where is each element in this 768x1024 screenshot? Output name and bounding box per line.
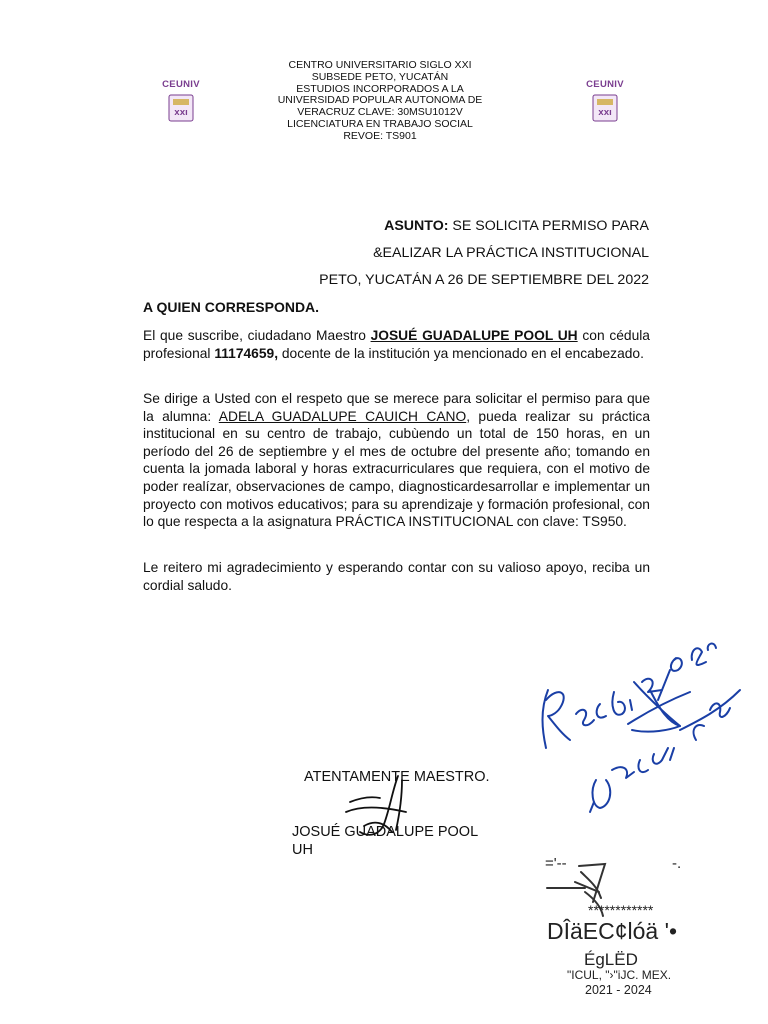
p3-text: Le reitero mi agradecimiento y esperando contar con su valioso apoyo, reciba un cordial saludo.	[143, 560, 650, 593]
header-line: LICENCIATURA EN TRABAJO SOCIAL	[287, 117, 473, 130]
stamp-line-4: "ICUL, "›"iJC. MEX.	[567, 968, 672, 982]
place-date: PETO, YUCATÁN A 26 DE SEPTIEMBRE DEL 2022	[319, 272, 649, 288]
right-logo	[577, 79, 633, 128]
right-logo-emblem-icon	[590, 93, 620, 123]
paragraph-3	[143, 559, 650, 594]
subject-line-1	[384, 218, 649, 234]
p2-text-b: , pueda realizar su práctica institucional en su centro de trabajo, cubùendo un total de 150 horas, en un período del 26 de septiembre y el mes de octubre del presente año; tomando en cuenta la jomada laboral y horas extracurriculares que requiera, con el motivo de poder realízar, observaciones de campo, diagnosticardesarrollar e implementar un proyecto con motivos educativos; para su aprendizaje y formación profesional, con lo que respecta a la asignatura PRÁCTICA INSTITUCIONAL con clave: TS950.	[143, 408, 651, 530]
header-line: REVOE: TS901	[343, 129, 417, 142]
header-line: CENTRO UNIVERSITARIO SIGLO XXI	[288, 59, 472, 71]
handwritten-receipt-note	[530, 630, 750, 820]
signer-name-line-2: UH	[292, 842, 313, 858]
left-logo	[153, 79, 209, 128]
paragraph-1	[143, 327, 650, 362]
svg-text:XXI: XXI	[174, 109, 188, 117]
subject-text: SE SOLICITA PERMISO PARA	[452, 218, 649, 234]
p1-text-a: El que suscribe, ciudadano Maestro	[143, 328, 371, 343]
header-line: VERACRUZ CLAVE: 30MSU1012V	[297, 106, 463, 119]
signer-name-line-1: JOSUÉ GUADALUPE POOL	[292, 824, 479, 840]
teacher-name: JOSUÉ GUADALUPE POOL UH	[370, 328, 578, 343]
greeting: A QUIEN CORRESPONDA.	[143, 299, 320, 315]
closing-text: ATENTAMENTE MAESTRO.	[304, 769, 490, 785]
stamp-line-3: ÉgLËD	[584, 950, 638, 969]
paragraph-2	[143, 390, 650, 531]
right-logo-text: CEUNIV	[586, 79, 624, 90]
left-logo-text: CEUNIV	[162, 79, 200, 90]
stamp-stars: ************	[588, 902, 654, 918]
left-logo-emblem-icon	[166, 93, 196, 123]
header-line: ESTUDIOS INCORPORADOS A LA	[296, 82, 464, 95]
institution-header	[270, 60, 490, 143]
stamp-line-2: DÎäEC¢lóä '•	[547, 918, 678, 944]
header-line: SUBSEDE PETO, YUCATÁN	[311, 70, 449, 83]
svg-text:XXI: XXI	[598, 109, 612, 117]
p2-text-a: Se dirige a Usted con el respeto que se merece para solicitar el permiso para que la alumna:	[143, 391, 650, 424]
stamp-line-1: ='--	[545, 855, 567, 872]
stamp-line-5: 2021 - 2024	[585, 983, 652, 997]
p1-text-b: con cédula profesional	[143, 328, 650, 361]
p1-text-c: docente de la institución ya mencionado en el encabezado.	[278, 345, 644, 361]
student-name: ADELA GUADALUPE CAUICH CANO	[218, 408, 467, 424]
subject-label: ASUNTO:	[384, 218, 449, 234]
professional-id: 11174659,	[214, 345, 279, 361]
header-line: UNIVERSIDAD POPULAR AUTONOMA DE	[277, 94, 483, 107]
stamp-line-1-end: -.	[672, 855, 682, 872]
subject-line-2: &EALIZAR LA PRÁCTICA INSTITUCIONAL	[373, 245, 649, 261]
